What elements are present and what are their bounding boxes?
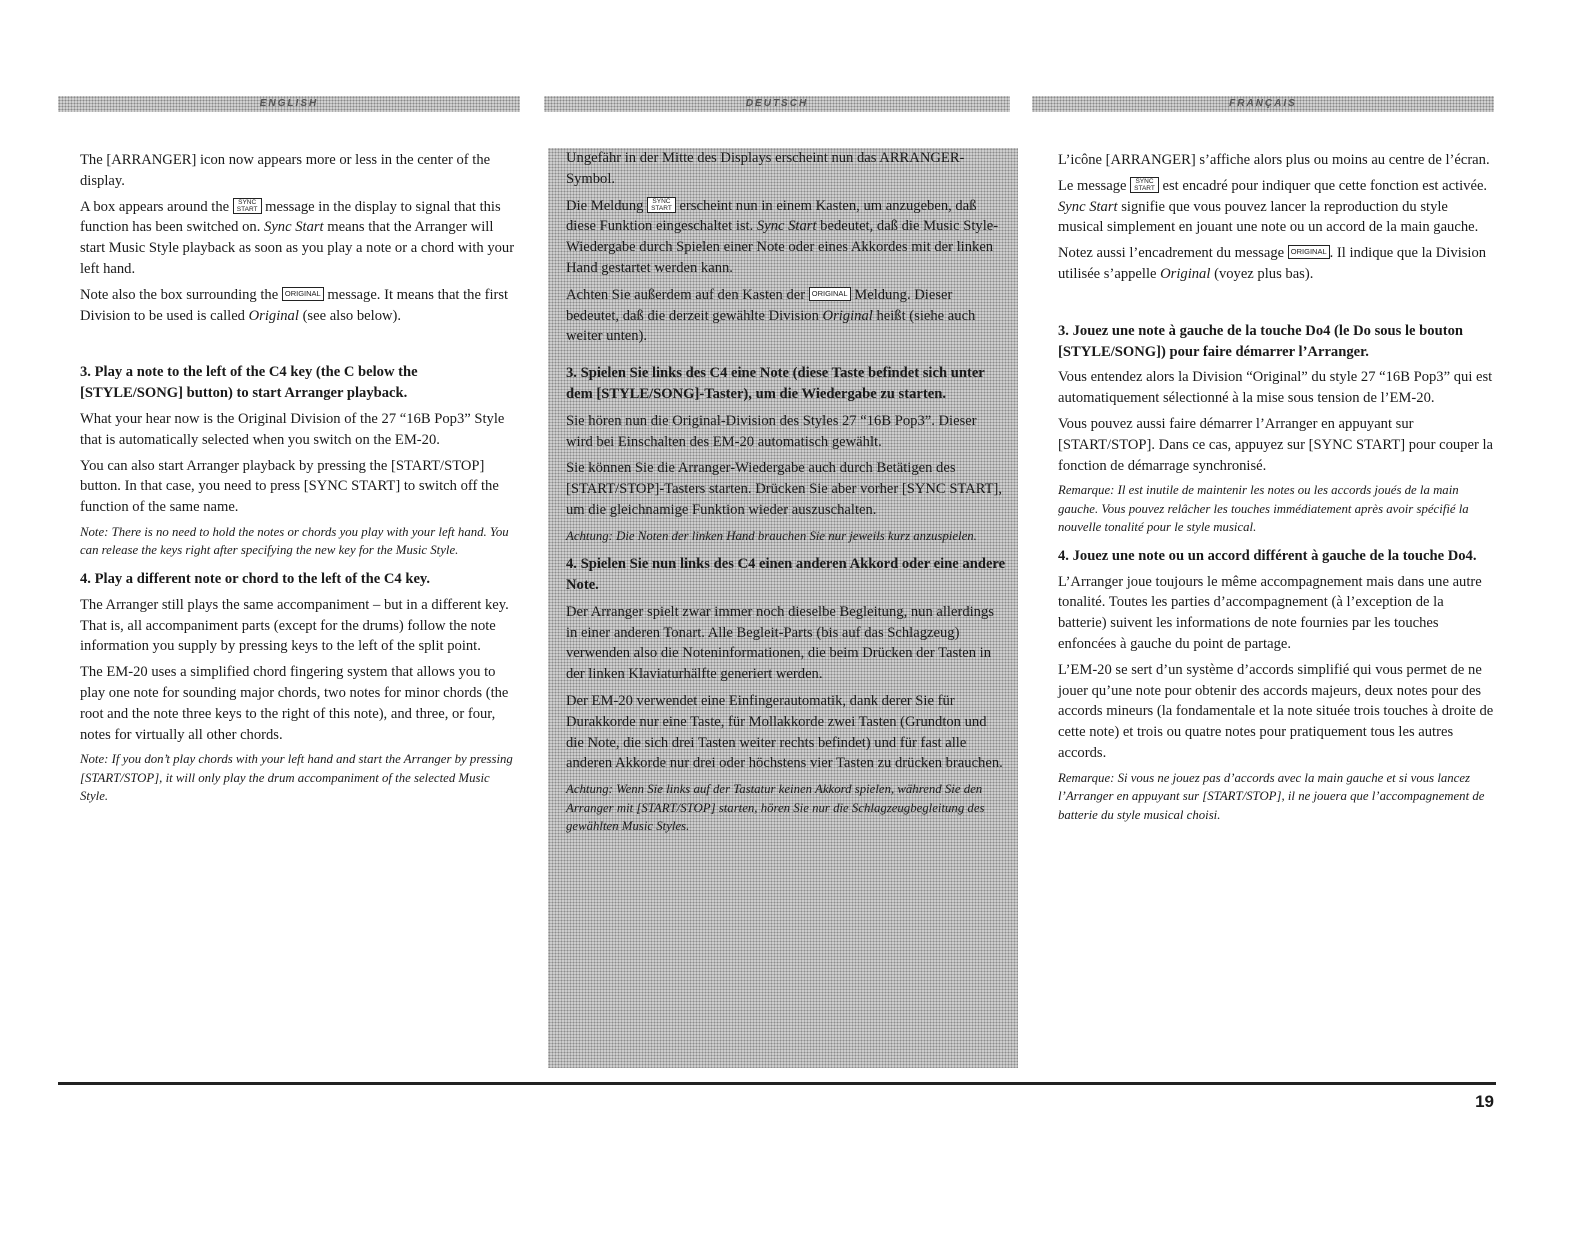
en-p5: The EM-20 uses a simplified chord fingering system that allows you to play one note for sounding major chords, two notes for minor chords (the root and the note three keys to the right of this note), and three, or four, notes for virtually all other chords. <box>80 664 509 743</box>
deutsch-column <box>548 148 1018 1068</box>
english-column <box>80 150 518 815</box>
francais-header: FRANÇAIS <box>1032 96 1494 112</box>
en-p4: You can also start Arranger playback by pressing the [START/STOP] button. In that case, you need to press [SYNC START] to switch off the function of the same name. <box>80 457 499 516</box>
en-p1: The [ARRANGER] icon now appears more or less in the center of the display. <box>80 152 491 189</box>
original-box: ORIGINAL <box>809 287 851 301</box>
sync-start-box: SYNC START <box>1130 177 1159 193</box>
fr-p2-end: signifie que vous pouvez lancer la reproduction du style musical simplement en jouant une note ou un accord de la main gauche. <box>1058 198 1479 236</box>
sync-start-box: SYNC START <box>647 197 676 213</box>
fr-step3-head: 3. Jouez une note à gauche de la touche Do4 (le Do sous le bouton [STYLE/SONG]) pour faire démarrer l’Arranger. <box>1058 322 1463 360</box>
en-p3-before: Note also the box surrounding the <box>80 286 279 303</box>
deutsch-header: DEUTSCH <box>544 96 1010 112</box>
original-box: ORIGINAL <box>1288 245 1330 259</box>
page-number: 19 <box>1475 1092 1494 1111</box>
fr-p3 <box>1058 243 1494 285</box>
de-p1: Ungefähr in der Mitte des Displays erscheint nun das ARRANGER-Symbol. <box>566 150 965 187</box>
footer-rule <box>58 1082 1496 1085</box>
en-p3-after: message. It means that the first Division to be used is called <box>80 286 509 324</box>
de-p2-before: Die Meldung <box>566 197 644 214</box>
fr-p2-em: Sync Start <box>1058 198 1118 215</box>
de-p2 <box>566 196 1006 279</box>
de-p5: Der EM-20 verwendet eine Einfingerautomatik, dank derer Sie für Durakkorde nur eine Taste, für Mollakkorde zwei Tasten (Grundton und die Note, die sich drei Tasten weiter rechts befindet) und für fast alle anderen Akkorde nur drei oder höchstens vier Tasten zu drücken brauchen. <box>566 693 1003 772</box>
de-p2-after: erscheint nun in einem Kasten, um anzugeben, daß diese Funktion eingeschaltet ist. <box>566 197 977 235</box>
fr-p1: L’icône [ARRANGER] s’affiche alors plus ou moins au centre de l’écran. <box>1058 152 1490 168</box>
en-p3 <box>80 285 518 327</box>
de-p2-end: bedeutet, daß die Music Style-Wiedergabe durch Spielen einer Note oder eines Akkordes mit der linken Hand gestartet werden kann. <box>566 218 999 276</box>
de-step3-body: Sie hören nun die Original-Division des Styles 27 “16B Pop3”. Dieser wird bei Einschalten des EM-20 automatisch gewählt. <box>566 412 977 450</box>
en-step3-head: 3. Play a note to the left of the C4 key (the C below the [STYLE/SONG] button) to start Arranger playback. <box>80 364 418 402</box>
fr-note2: Remarque: Si vous ne jouez pas d’accords avec la main gauche et si vous lancez l’Arranger en appuyant sur [START/STOP], il ne jouera que l’accompagnement de batterie du style musical choisi. <box>1058 770 1485 822</box>
fr-p3-end: (voyez plus bas). <box>1214 265 1314 282</box>
en-note1: Note: There is no need to hold the notes or chords you play with your left hand. You can release the keys right after specifying the new key for the Music Style. <box>80 524 509 558</box>
en-step4-body: The Arranger still plays the same accompaniment – but in a different key. That is, all accompaniment parts (except for the drums) follow the note information you supply by pressing keys to the left of the split point. <box>80 596 509 655</box>
original-box: ORIGINAL <box>282 287 324 301</box>
fr-p2 <box>1058 176 1494 238</box>
en-step4-head: 4. Play a different note or chord to the left of the C4 key. <box>80 570 431 587</box>
en-p2-after: message in the display to signal that this function has been switched on. <box>80 198 501 236</box>
de-p3-after: Meldung. Dieser bedeutet, daß die derzeit gewählte Division <box>566 286 953 324</box>
de-note1: Achtung: Die Noten der linken Hand brauchen Sie nur jeweils kurz anzuspielen. <box>566 528 977 543</box>
de-p3-em: Original <box>822 307 873 324</box>
en-p3-end: (see also below). <box>302 307 402 324</box>
fr-step4-body: L’Arranger joue toujours le même accompagnement mais dans une autre tonalité. Toutes les parties d’accompagnement (à l’exception de la batterie) suivent les informations de note fournies par les touches enfoncées à gauche du point de partage. <box>1058 573 1482 653</box>
fr-step3-body: Vous entendez alors la Division “Original” du style 27 “16B Pop3” qui est automatiquement sélectionné à la mise sous tension de l’EM-20. <box>1058 369 1493 407</box>
fr-p4: Vous pouvez aussi faire démarrer l’Arranger en appuyant sur [START/STOP]. Dans ce cas, appuyez sur [SYNC START] pour couper la fonction de démarrage synchronisé. <box>1058 415 1493 474</box>
de-p3 <box>566 285 1006 347</box>
francais-column <box>1058 150 1494 833</box>
en-p3-em: Original <box>248 307 299 324</box>
en-note2: Note: If you don’t play chords with your left hand and start the Arranger by pressing [START/STOP], it will only play the drum accompaniment of the selected Music Style. <box>80 752 513 804</box>
de-p2-em: Sync Start <box>756 218 817 235</box>
fr-p2-before: Le message <box>1058 177 1127 194</box>
en-p2-em: Sync Start <box>264 219 324 236</box>
de-note2: Achtung: Wenn Sie links auf der Tastatur keinen Akkord spielen, während Sie den Arranger mit [START/STOP] starten, hören Sie nur die Schlagzeugbegleitung des gewählten Music Styles. <box>566 782 985 834</box>
fr-p3-before: Notez aussi l’encadrement du message <box>1058 245 1285 262</box>
fr-p3-after: . Il indique que la Division utilisée s’appelle <box>1058 245 1487 282</box>
de-step4-head: 4. Spielen Sie nun links des C4 einen anderen Akkord oder eine andere Note. <box>566 556 1006 594</box>
de-step4-body: Der Arranger spielt zwar immer noch dieselbe Begleitung, nun allerdings in einer anderen Tonart. Alle Begleit-Parts (bis auf das Schlagzeug) verwenden also die Noteninformationen, die beim Drücken der Tasten in der linken Klaviaturhälfte generiert werden. <box>566 603 994 683</box>
de-p3-before: Achten Sie außerdem auf den Kasten der <box>566 286 806 303</box>
en-p2-before: A box appears around the <box>80 198 230 215</box>
fr-step4-head: 4. Jouez une note ou un accord différent à gauche de la touche Do4. <box>1058 547 1477 564</box>
en-step3-body: What your hear now is the Original Division of the 27 “16B Pop3” Style that is automatically selected when you switch on the EM-20. <box>80 410 505 448</box>
fr-note1: Remarque: Il est inutile de maintenir les notes ou les accords joués de la main gauche. Vous pouvez relâcher les touches immédiatement après avoir spécifié la nouvelle tonalité pour le style musical. <box>1058 483 1469 535</box>
english-header: ENGLISH <box>58 96 520 112</box>
de-step3-head: 3. Spielen Sie links des C4 eine Note (diese Taste befindet sich unter dem [STYLE/SONG]-Taster), um die Wiedergabe zu starten. <box>566 365 985 402</box>
de-p3-end: heißt (siehe auch weiter unten). <box>566 307 976 345</box>
de-p4: Sie können Sie die Arranger-Wiedergabe auch durch Betätigen des [START/STOP]-Tasters starten. Drücken Sie aber vorher [SYNC START], um die gleichnamige Funktion wieder auszuschalten. <box>566 460 1003 518</box>
sync-start-box: SYNC START <box>233 198 262 214</box>
en-p2-end: means that the Arranger will start Music Style playback as soon as you play a note or a chord with your left hand. <box>80 219 515 277</box>
fr-p2-after: est encadré pour indiquer que cette fonction est activée. <box>1162 177 1488 194</box>
fr-p3-em: Original <box>1160 265 1211 282</box>
fr-p5: L’EM-20 se sert d’un système d’accords simplifié qui vous permet de ne jouer qu’une note pour obtenir des accords majeurs, deux notes pour des accords mineurs (la fondamentale et la note située trois touches à droite de cette note) et trois ou quatre notes pour pratiquement tous les autres accords. <box>1058 661 1494 762</box>
en-p2 <box>80 197 518 280</box>
